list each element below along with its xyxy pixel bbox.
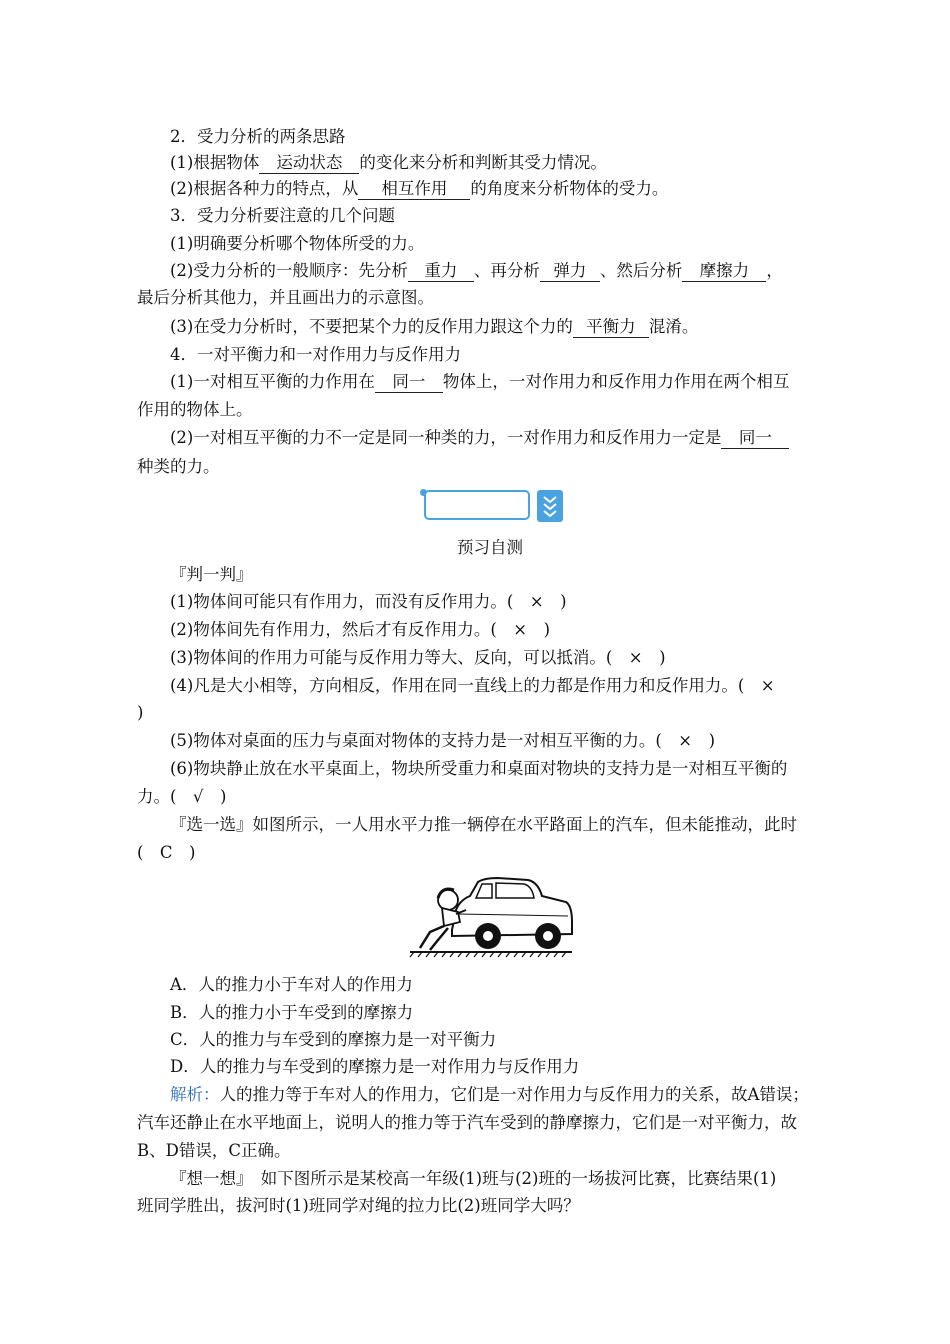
judge-header: 『判一判』 <box>170 565 253 584</box>
judge-q2: (2)物体间先有作用力，然后才有反作用力。( × ) <box>170 620 551 639</box>
chevron-down-icon <box>537 490 563 522</box>
s3-title: 3．受力分析要注意的几个问题 <box>170 206 395 225</box>
text: 、然后分析 <box>599 261 683 280</box>
s4-line2 <box>170 427 789 449</box>
fill-blank: 弹力 <box>540 261 600 282</box>
fill-blank: 运动状态 <box>259 153 359 174</box>
text: 的角度来分析物体的受力。 <box>470 179 669 198</box>
s4-line1 <box>170 371 789 393</box>
text: 、再分析 <box>473 261 540 280</box>
chevron-down-icon-graphic <box>537 490 563 522</box>
s2-line2 <box>170 178 668 200</box>
s3-line2-cont: 最后分析其他力，并且画出力的示意图。 <box>137 288 434 307</box>
car-push-illustration <box>408 876 574 958</box>
judge-q6: (6)物块静止放在水平桌面上，物块所受重力和桌面对物块的支持力是一对相互平衡的 <box>170 759 788 778</box>
s2-title: 2．受力分析的两条思路 <box>170 127 346 146</box>
text: 混淆。 <box>648 317 699 336</box>
text: ， <box>766 261 783 280</box>
fill-blank: 同一 <box>721 428 789 449</box>
choose-stem: 『选一选』如图所示，一人用水平力推一辆停在水平路面上的汽车，但未能推动，此时 <box>170 815 797 834</box>
text: 物体上，一对作用力和反作用力作用在两个相互 <box>442 372 790 391</box>
option-d: D．人的推力与车受到的摩擦力是一对作用力与反作用力 <box>170 1057 580 1076</box>
text: (3)在受力分析时，不要把某个力的反作用力跟这个力的 <box>170 317 573 336</box>
fill-blank: 摩擦力 <box>682 261 766 282</box>
judge-q4-cont: ) <box>137 703 144 722</box>
option-c: C．人的推力与车受到的摩擦力是一对平衡力 <box>170 1030 497 1049</box>
text: (1)根据物体 <box>170 153 260 172</box>
fill-blank: 同一 <box>375 372 443 393</box>
judge-q1: (1)物体间可能只有作用力，而没有反作用力。( × ) <box>170 592 567 611</box>
text: 人的推力等于车对人的作用力，它们是一对作用力与反作用力的关系，故A错误； <box>219 1085 809 1104</box>
text: 的变化来分析和判断其受力情况。 <box>359 153 607 172</box>
fill-blank: 重力 <box>408 261 474 282</box>
fill-blank: 平衡力 <box>573 317 649 338</box>
choose-stem-cont: ( C ) <box>137 843 196 862</box>
s2-line1 <box>170 152 607 174</box>
text: (1)一对相互平衡的力作用在 <box>170 372 375 391</box>
think-line1: 『想一想』 如下图所示是某校高一年级(1)班与(2)班的一场拔河比赛，比赛结果(1) <box>170 1169 777 1188</box>
text: (2)一对相互平衡的力不一定是同一种类的力，一对作用力和反作用力一定是 <box>170 428 722 447</box>
s3-line3 <box>170 316 698 338</box>
option-a: A．人的推力小于车对人的作用力 <box>170 975 413 994</box>
section-title: 预习自测 <box>457 538 523 557</box>
s3-line1: (1)明确要分析哪个物体所受的力。 <box>170 234 425 253</box>
judge-q4: (4)凡是大小相等，方向相反，作用在同一直线上的力都是作用力和反作用力。( × <box>170 676 775 695</box>
s4-line2-cont: 种类的力。 <box>137 457 220 476</box>
analysis-label: 解析： <box>170 1085 220 1104</box>
analysis-line3: B、D错误，C正确。 <box>137 1141 291 1160</box>
section-banner-box <box>424 490 530 520</box>
analysis-line1 <box>170 1084 809 1106</box>
judge-q6-cont: 力。( √ ) <box>137 787 227 806</box>
s3-line2 <box>170 260 783 282</box>
text: (2)根据各种力的特点，从 <box>170 179 359 198</box>
judge-q3: (3)物体间的作用力可能与反作用力等大、反向，可以抵消。( × ) <box>170 648 666 667</box>
option-b: B．人的推力小于车受到的摩擦力 <box>170 1003 414 1022</box>
fill-blank: 相互作用 <box>358 179 470 200</box>
analysis-line2: 汽车还静止在水平地面上，说明人的推力等于汽车受到的静摩擦力，它们是一对平衡力，故 <box>137 1113 797 1132</box>
think-line2: 班同学胜出，拔河时(1)班同学对绳的拉力比(2)班同学大吗？ <box>137 1196 580 1215</box>
text: (2)受力分析的一般顺序：先分析 <box>170 261 408 280</box>
s4-line1-cont: 作用的物体上。 <box>137 400 253 419</box>
s4-title: 4．一对平衡力和一对作用力与反作用力 <box>170 345 461 364</box>
judge-q5: (5)物体对桌面的压力与桌面对物体的支持力是一对相互平衡的力。( × ) <box>170 731 716 750</box>
